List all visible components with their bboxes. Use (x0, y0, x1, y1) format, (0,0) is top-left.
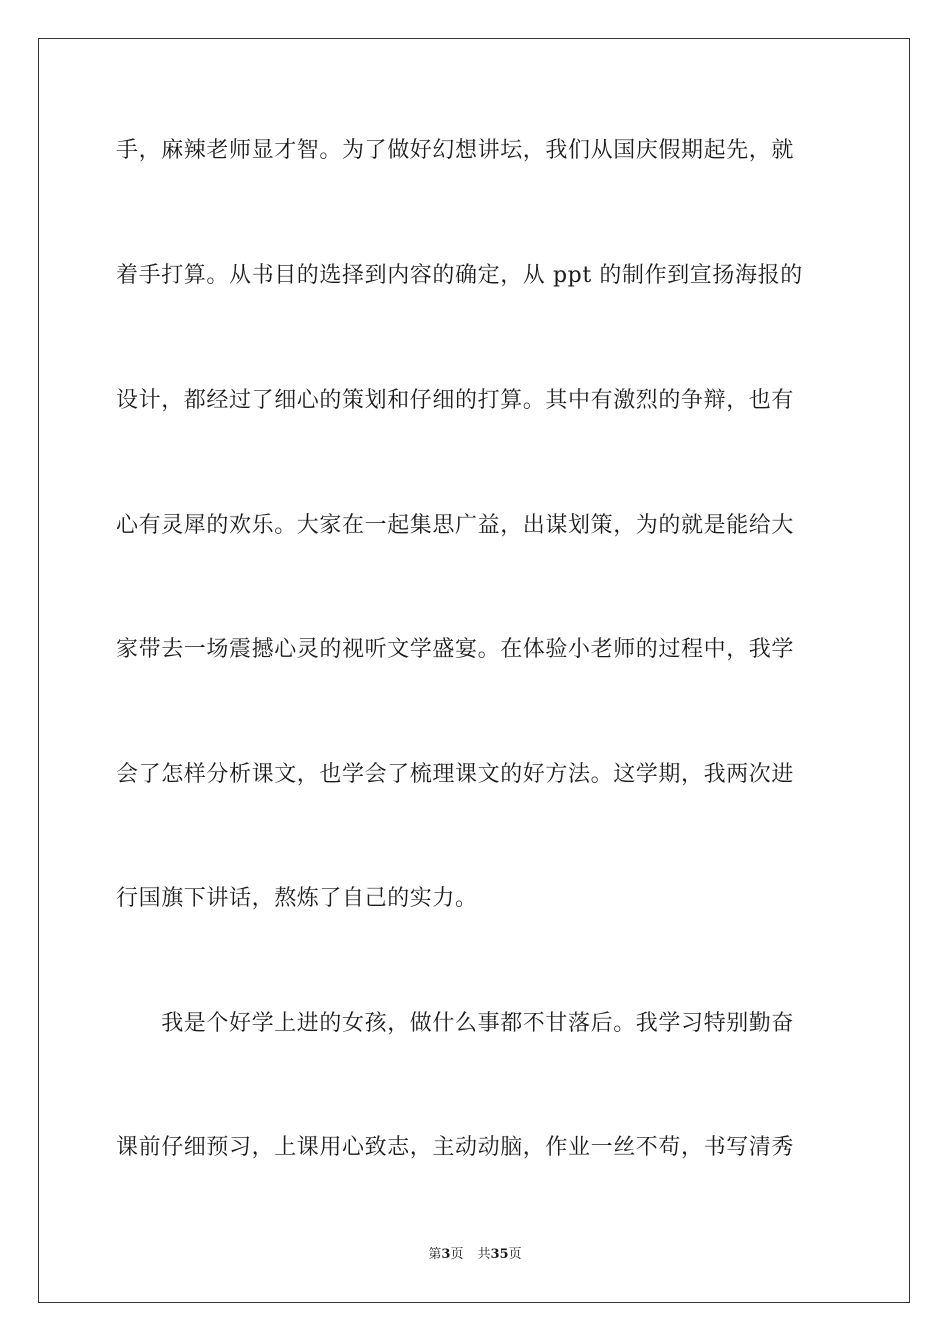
paragraph-start-line: 我是个好学上进的女孩，做什么事都不甘落后。我学习特别勤奋 (116, 1011, 795, 1036)
total-suffix: 页 (508, 1247, 522, 1262)
text-line: 行国旗下讲话，熬炼了自己的实力。 (116, 886, 478, 911)
text-line: 着手打算。从书目的选择到内容的确定，从 ppt 的制作到宣扬海报的 (116, 263, 803, 288)
page-prefix: 第 (428, 1247, 442, 1262)
page-footer (0, 1246, 950, 1264)
text-line: 家带去一场震撼心灵的视听文学盛宴。在体验小老师的过程中，我学 (116, 637, 795, 662)
page-number: 3 (441, 1247, 451, 1262)
page-suffix: 页 (450, 1247, 464, 1262)
text-line: 手，麻辣老师显才智。为了做好幻想讲坛，我们从国庆假期起先，就 (116, 138, 795, 163)
total-prefix: 共 (477, 1247, 491, 1262)
text-line: 设计，都经过了细心的策划和仔细的打算。其中有激烈的争辩，也有 (116, 388, 795, 413)
text-line: 会了怎样分析课文，也学会了梳理课文的好方法。这学期，我两次进 (116, 762, 795, 787)
page-frame (38, 38, 910, 1303)
text-line: 心有灵犀的欢乐。大家在一起集思广益，出谋划策，为的就是能给大 (116, 513, 795, 538)
total-pages: 35 (490, 1247, 509, 1262)
text-line: 课前仔细预习，上课用心致志，主动动脑，作业一丝不苟，书写清秀 (116, 1135, 795, 1160)
